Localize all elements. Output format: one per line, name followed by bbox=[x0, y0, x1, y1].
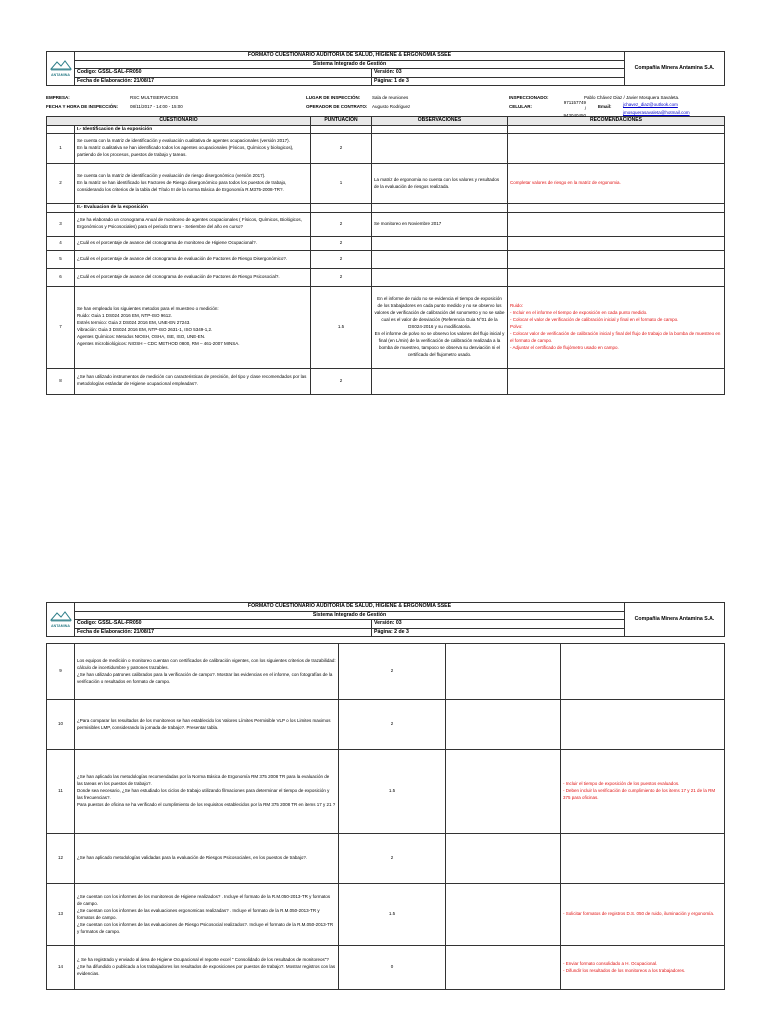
company-name: Compañia Minera Antamina S.A. bbox=[625, 52, 725, 86]
score: 0 bbox=[339, 946, 446, 990]
col-puntuacion: PUNTUACIÓN bbox=[311, 117, 372, 126]
question-text: Los equipos de medición o monitoreo cuentan con certificados de calibración vigentes, con los siguientes criterios de trazabilidad: cálculo de incertidumbre y patrones trazables. ¿Se han utilizado patrones calibrados para la verificación de campo?. Mostrar las evidencias en el informe, con fotografías de la verificación o resultados en formato de campo. bbox=[75, 644, 339, 700]
score: 2 bbox=[339, 700, 446, 750]
lugar-value: Sala de reuniones bbox=[372, 95, 409, 101]
question-text: ¿Se cuentan con los informes de los monitoreos de Higiene realizados? . Incluye el formato de la R.M.050-2013-TR y formatos de campo. ¿Se cuentan con los informes de las evaluaciones ergonomicas realizadas? . Incluye el formato de la R.M.050-2013-TR y formatos de campo. ¿Se cuentan con los informes de las evaluaciones de Riesgo Psicosocial realizados?. Incluye el formato de la R.M.050-2013-TR y formatos de campo. bbox=[75, 884, 339, 946]
table-row: 14 ¿ Se ha registrado y enviado al área de Higiene Ocupacional el reporte excel " Consolidado de los resultados de monitoreos"? ¿Se ha difundido o publicado a los trabajadores los resultados de exposiciones por puestos de trabajo?. Mostrar registros con las evidencias. 0 - Enviar formato consolidado a H. Ocupacional. - Difundir los resultados de los monitoreos a los trabajadores. bbox=[47, 946, 725, 990]
email-label: Email: bbox=[598, 104, 612, 110]
fecha-value: 08/11/2017 - 14:00 - 15:00 bbox=[130, 104, 183, 110]
col-cuestionario: CUESTIONARIO bbox=[47, 117, 311, 126]
question-text: Se han empleado los siguientes metodos para el muestreo o medición: Ruido: Guia 1 DS024 2016 EM, NTP-ISO 9612. Estrés termico: Guia 2 DS024 2016 EM, UNE-EN 27243. Vibración: Guia 3 DS024 2016 EM, NTP-ISO 2631-1, ISO 5349-1,2. Agentes Químicos: Metodos NIOSH, OSHA, ISE, ISO, UNE-EN. Agentes microbiológicos: NIOSH – CDC METHOD 0800, RM – 461-2007 MINSA. bbox=[75, 286, 311, 368]
system-name: Sistema Integrado de Gestión bbox=[75, 60, 625, 69]
question-text: Se cuenta con la matriz de identificación y evaluación de riesgo disergonómico (versión 2017). En la matriz se han identificado los Factores de Riesgo disergonómico para todos los puestos de trabajo, considerando los criterios de la tabla del Título III de la norma Básica de Ergonomía R.M375-2008-TR?. bbox=[75, 164, 311, 204]
table-row: 10 ¿Para comparar los resultados de los monitoreos se han establecido los Valores Límites Permisible VLP o los Limites maximos permisibles LMP, considerando la jornada de trabajo?. Presentar tabla. 2 bbox=[47, 700, 725, 750]
page-number: Página: 1 de 3 bbox=[372, 77, 625, 86]
email-link-1[interactable]: jchavez_diaz@outlook.com bbox=[623, 102, 678, 108]
lugar-label: LUGAR DE INSPECCIÓN: bbox=[306, 95, 361, 101]
score: 1.5 bbox=[339, 884, 446, 946]
inspeccionado-value: Pablo Chávez Diaz / Javier Mosquera Savaleta. bbox=[584, 95, 680, 101]
table-row: 2 Se cuenta con la matriz de identificación y evaluación de riesgo disergonómico (versión 2017). En la matriz se han identificado los Factores de Riesgo disergonómico para todos los puestos de trabajo, considerando los criterios de la tabla del Título III de la norma Básica de Ergonomía R.M375-2008-TR?. 1 La matriz de ergonomia no cuenta con los valores y resultados de la evaluación de riesgos realizada. Completar valores de riesgo en la matriz de ergonomia. bbox=[47, 164, 725, 204]
table-row: 4 ¿Cuál es el porcentaje de avance del cronograma de monitoreo de Higiene Ocupacional?. 2 bbox=[47, 236, 725, 250]
fecha-label: FECHA Y HORA DE INSPECCIÓN: bbox=[46, 104, 119, 110]
score: 1.5 bbox=[339, 750, 446, 834]
table-row: 9 Los equipos de medición o monitoreo cuentan con certificados de calibración vigentes, con los siguientes criterios de trazabilidad: cálculo de incertidumbre y patrones trazables. ¿Se han utilizado patrones calibrados para la verificación de campo?. Mostrar las evidencias en el informe, con fotografías de la verificación o resultados en formato de campo. 2 bbox=[47, 644, 725, 700]
document-code: Codigo: GSSL-SAL-FR050 bbox=[75, 69, 372, 78]
question-text: ¿Se han utilizado instrumentos de medición con caracteristicas de precisión, del tipo y clase recomendados por las metodologías estándar de Higiene ocupacional empleadas?. bbox=[75, 368, 311, 394]
score: 2 bbox=[311, 368, 372, 394]
recommendation: - Incluir el tiempo de exposición de los puestos evaluados. - Deben incluir la verificación de cumplimiento de los items 17 y 21 de la RM 375 para oficinas. bbox=[561, 750, 725, 834]
col-observaciones: OBSERVACIONES bbox=[372, 117, 508, 126]
recommendation: - Enviar formato consolidado a H. Ocupacional. - Difundir los resultados de los monitoreos a los trabajadores. bbox=[561, 946, 725, 990]
page-number: Página: 2 de 3 bbox=[372, 628, 625, 637]
system-name: Sistema Integrado de Gestión bbox=[75, 611, 625, 620]
question-text: ¿Cuál es el porcentaje de avance del cronograma de evaluación de Factores de Riesgo Psicosocial?. bbox=[75, 268, 311, 286]
score: 2 bbox=[339, 834, 446, 884]
table-row: 5 ¿Cuál es el porcentaje de avance del cronograma de evaluación de Factores de Riesgo Disergonómico?. 2 bbox=[47, 250, 725, 268]
page-2 bbox=[46, 602, 724, 990]
mountain-logo-icon bbox=[50, 610, 72, 622]
section-title-1: I.- Identificacion de la exposición bbox=[75, 125, 311, 133]
table-row: 7 Se han empleado los siguientes metodos para el muestreo o medición: Ruido: Guia 1 DS024 2016 EM, NTP-ISO 9612. Estrés termico: Guia 2 DS024 2016 EM, UNE-EN 27243. Vibración: Guia 3 DS024 2016 EM, NTP-ISO 2631-1, ISO 5349-1,2. Agentes Químicos: Metodos NIOSH, OSHA, ISE, ISO, UNE-EN. Agentes microbiológicos: NIOSH – CDC METHOD 0800, RM – 461-2007 MINSA. 1.5 En el informe de ruido no se evidencia el tiempo de exposición de los trabajadores en cada punto medido y no se observo los valores de verificación de calibración del sonometro y no se sabe cual es el valor de desviación (Referencia Guia N°01 de la DS024-2016 y su modificatoria. En el informe de polvo no se observo los valores del flujo inicial y final (en L/min) de la verificación de calibración realizada a la bomba de muestreo, tampoco se observa su desviación ni el certificado del flujometro usado. Ruido: - Incluir en el informe el tiempo de exposición en cada punto medido. - Colocar el valor de verificación de calibración inicial y final en el formato de campo. Polvo: - Colocar valor de verificación de calibración inicial y final del flujo de trabajo de la bomba de muestreo en el formato de campo. - Adjuntar el certificado de flujómetro usado en campo. bbox=[47, 286, 725, 368]
document-version: Versión: 03 bbox=[372, 620, 625, 629]
celular-label: CELULAR: bbox=[509, 104, 532, 110]
page-1 bbox=[46, 51, 724, 395]
score: 2 bbox=[339, 644, 446, 700]
question-text: ¿ Se ha registrado y enviado al área de Higiene Ocupacional el reporte excel " Consolidado de los resultados de monitoreos"? ¿Se ha difundido o publicado a los trabajadores los resultados de exposiciones por puestos de trabajo?. Mostrar registros con las evidencias. bbox=[75, 946, 339, 990]
score: 2 bbox=[311, 268, 372, 286]
email-link-2[interactable]: jmosquerasavaleta@hotmail.com bbox=[623, 110, 690, 116]
document-header bbox=[46, 51, 725, 86]
score: 1 bbox=[311, 164, 372, 204]
question-text: ¿Se han aplicado metodologías validadas para la evaluación de Riesgos Psicosociales, en los puestos de trabajo?. bbox=[75, 834, 339, 884]
observation: En el informe de ruido no se evidencia el tiempo de exposición de los trabajadores en cada punto medido y no se observo los valores de verificación de calibración del sonometro y no se sabe cual es el valor de desviación (Referencia Guia N°01 de la DS024-2016 y su modificatoria. En el informe de polvo no se observo los valores del flujo inicial y final (en L/min) de la verificación de calibración realizada a la bomba de muestreo, tampoco se observa su desviación ni el certificado del flujometro usado. bbox=[372, 286, 508, 368]
section-title-2: II.- Evaluacion de la exposición bbox=[75, 204, 311, 212]
col-recomendaciones: RECOMENDACIONES bbox=[508, 117, 725, 126]
document-date: Fecha de Elaboración: 21/08/17 bbox=[75, 628, 372, 637]
observation: Se monitoreo en Noviembre 2017 bbox=[372, 212, 508, 236]
questionnaire-table-2 bbox=[46, 643, 725, 990]
table-row: 6 ¿Cuál es el porcentaje de avance del cronograma de evaluación de Factores de Riesgo Psicosocial?. 2 bbox=[47, 268, 725, 286]
question-text: ¿Se ha elaborado un cronograma Anual de monitoreo de agentes ocupacionales ( Físicos, Químicos, Biológicos, Ergonómicos y Psicosociales) para el periodo Enero - Setiembre del año en curso? bbox=[75, 212, 311, 236]
table-row: 13 ¿Se cuentan con los informes de los monitoreos de Higiene realizados? . Incluye el formato de la R.M.050-2013-TR y formatos de campo. ¿Se cuentan con los informes de las evaluaciones ergonomicas realizadas? . Incluye el formato de la R.M.050-2013-TR y formatos de campo. ¿Se cuentan con los informes de las evaluaciones de Riesgo Psicosocial realizados?. Incluye el formato de la R.M.050-2013-TR y formatos de campo. 1.5 - Solicitar formatos de registros D.S. 050 de ruido, iluminación y ergonomía. bbox=[47, 884, 725, 946]
company-logo: ANTAMINA bbox=[47, 52, 75, 86]
table-row: 11 ¿Se han aplicado las metodologías recomendadas por la Norma Básica de Ergonomía RM 375 2008 TR para la evaluación de las tareas en los puestos de trabajo?. Donde sea necesario, ¿Se han estudiado los ciclos de trabajo utilizando filmaciones para determinar el tiempo de exposición y las frecuencias?. Para puestos de oficina se ha verificado el cumplimiento de los requisitos establecidos por la RM 375 2008 TR en items 17 y 21 ? 1.5 - Incluir el tiempo de exposición de los puestos evaluados. - Deben incluir la verificación de cumplimiento de los items 17 y 21 de la RM 375 para oficinas. bbox=[47, 750, 725, 834]
question-text: ¿Para comparar los resultados de los monitoreos se han establecido los Valores Límites Permisible VLP o los Limites maximos permisibles LMP, considerando la jornada de trabajo?. Presentar tabla. bbox=[75, 700, 339, 750]
document-version: Versión: 03 bbox=[372, 69, 625, 78]
recommendation: - Solicitar formatos de registros D.S. 050 de ruido, iluminación y ergonomía. bbox=[561, 884, 725, 946]
question-text: ¿Cuál es el porcentaje de avance del cronograma de evaluación de Factores de Riesgo Disergonómico?. bbox=[75, 250, 311, 268]
document-code: Codigo: GSSL-SAL-FR050 bbox=[75, 620, 372, 629]
table-row: 8 ¿Se han utilizado instrumentos de medición con caracteristicas de precisión, del tipo y clase recomendados por las metodologías estándar de Higiene ocupacional empleadas?. 2 bbox=[47, 368, 725, 394]
inspection-info bbox=[46, 91, 724, 129]
score: 2 bbox=[311, 134, 372, 164]
inspeccionado-label: INSPECCIONADO: bbox=[509, 95, 549, 101]
mountain-logo-icon bbox=[50, 59, 72, 71]
company-logo: ANTAMINA bbox=[47, 603, 75, 637]
question-text: ¿Cuál es el porcentaje de avance del cronograma de monitoreo de Higiene Ocupacional?. bbox=[75, 236, 311, 250]
question-text: ¿Se han aplicado las metodologías recomendadas por la Norma Básica de Ergonomía RM 375 2008 TR para la evaluación de las tareas en los puestos de trabajo?. Donde sea necesario, ¿Se han estudiado los ciclos de trabajo utilizando filmaciones para determinar el tiempo de exposición y las frecuencias?. Para puestos de oficina se ha verificado el cumplimiento de los requisitos establecidos por la RM 375 2008 TR en items 17 y 21 ? bbox=[75, 750, 339, 834]
score: 2 bbox=[311, 236, 372, 250]
operador-value: Augusto Rodriguez bbox=[372, 104, 411, 110]
operador-label: OPERADOR DE CONTRATO: bbox=[306, 104, 368, 110]
questionnaire-table-1 bbox=[46, 116, 725, 395]
empresa-label: EMPRESA: bbox=[46, 95, 70, 101]
company-name: Compañia Minera Antamina S.A. bbox=[625, 603, 725, 637]
table-row: 3 ¿Se ha elaborado un cronograma Anual de monitoreo de agentes ocupacionales ( Físicos, Químicos, Biológicos, Ergonómicos y Psicosociales) para el periodo Enero - Setiembre del año en curso? 2 Se monitoreo en Noviembre 2017 bbox=[47, 212, 725, 236]
question-text: Se cuenta con la matriz de identificación y evaluación cualitativa de agentes ocupacionales (versión 2017). En la matriz cualitativa se han identificado todos los agentes ocupacionales (Físicos, Químicos y biologicos), partiendo de los procesos, puestos de trabajo y tareas. bbox=[75, 134, 311, 164]
document-title: FORMATO CUESTIONARIO AUDITORIA DE SALUD, HIGIENE & ERGONOMIA SSEE bbox=[75, 603, 625, 612]
table-row: 1 Se cuenta con la matriz de identificación y evaluación cualitativa de agentes ocupacionales (versión 2017). En la matriz cualitativa se han identificado todos los agentes ocupacionales (Físicos, Químicos y biologicos), partiendo de los procesos, puestos de trabajo y tareas. 2 bbox=[47, 134, 725, 164]
table-row: 12 ¿Se han aplicado metodologías validadas para la evaluación de Riesgos Psicosociales, en los puestos de trabajo?. 2 bbox=[47, 834, 725, 884]
document-header bbox=[46, 602, 725, 637]
empresa-value: RSC MULTISERVICIOS bbox=[130, 95, 179, 101]
recommendation: Completar valores de riesgo en la matriz de ergonomia. bbox=[508, 164, 725, 204]
document-title: FORMATO CUESTIONARIO AUDITORIA DE SALUD, HIGIENE & ERGONOMIA SSEE bbox=[75, 52, 625, 61]
observation: La matriz de ergonomia no cuenta con los valores y resultados de la evaluación de riesgos realizada. bbox=[372, 164, 508, 204]
score: 1.5 bbox=[311, 286, 372, 368]
recommendation: Ruido: - Incluir en el informe el tiempo de exposición en cada punto medido. - Colocar el valor de verificación de calibración inicial y final en el formato de campo. Polvo: - Colocar valor de verificación de calibración inicial y final del flujo de trabajo de la bomba de muestreo en el formato de campo. - Adjuntar el certificado de flujómetro usado en campo. bbox=[508, 286, 725, 368]
celular-value: 971157749 / 943040450 bbox=[563, 100, 586, 118]
score: 2 bbox=[311, 250, 372, 268]
score: 2 bbox=[311, 212, 372, 236]
document-date: Fecha de Elaboración: 21/08/17 bbox=[75, 77, 372, 86]
